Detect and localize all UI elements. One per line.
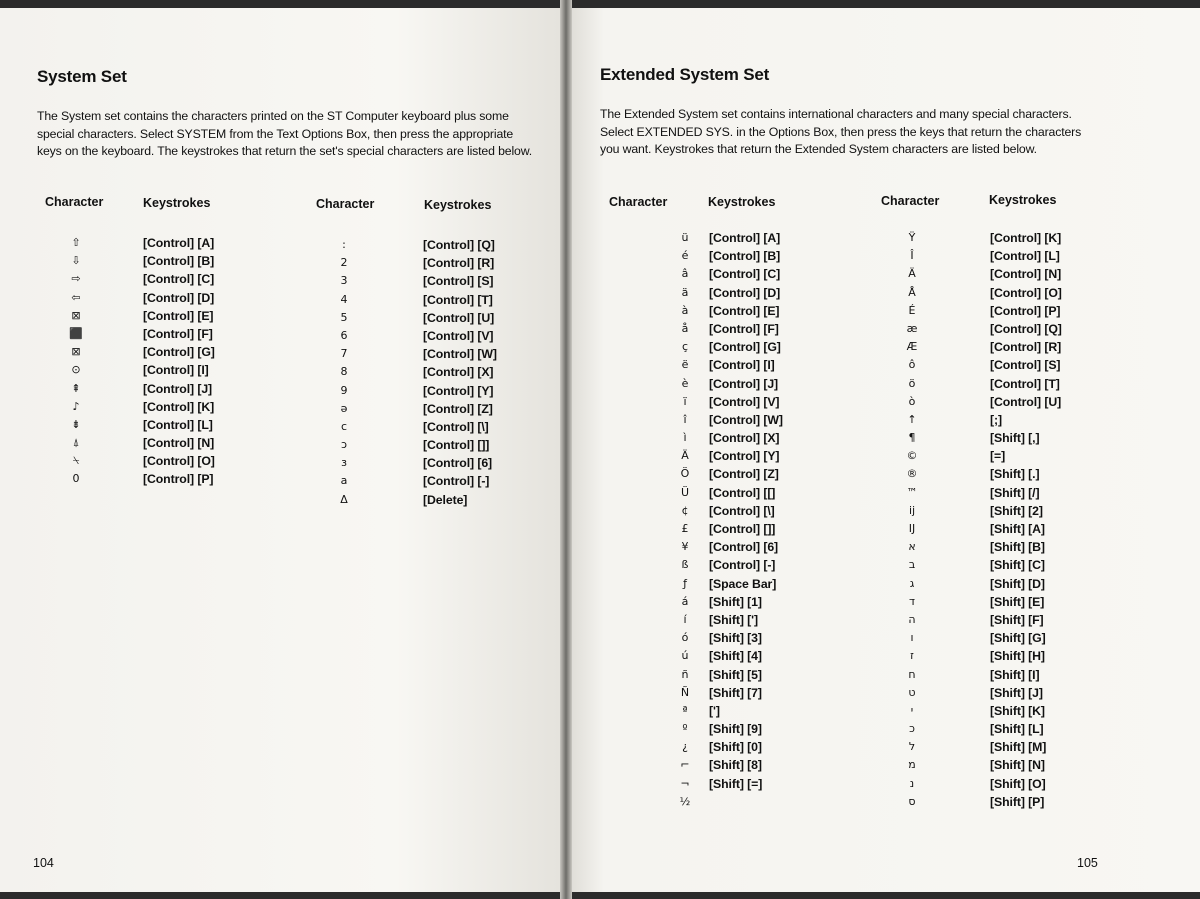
keystroke: [Control] [Z] [423,401,493,416]
character-glyph: ⇩ [71,254,81,268]
keystroke: [Control] [O] [143,454,215,469]
character-glyph: ⇨ [71,272,81,286]
keystroke: [Shift] [P] [990,794,1045,809]
right-col1-chars [673,229,697,811]
left-col1-keys [143,234,215,489]
keystroke: [Control] [S] [423,274,494,289]
keystroke: [Control] [Y] [709,449,780,464]
character-glyph: ח [908,667,916,681]
keystroke: [Control] [R] [423,256,495,271]
character-glyph: Æ [906,340,918,354]
character-glyph: ® [906,467,918,481]
keystroke: [Shift] [K] [990,703,1045,718]
left-col2-keys [423,236,497,509]
keystroke: [Control] [B] [143,254,215,269]
left-page-number: 104 [33,856,54,870]
right-page-intro: The Extended System set contains international characters and many special characters. Select EXTENDED SYS. in the Options Box, then press the keys that return the characters you want. Keystrokes that return the Extended System characters are listed below. [600,107,1082,157]
keystroke: [Control] [K] [143,399,215,414]
keystroke: [Shift] [J] [990,685,1043,700]
character-glyph: 2 [340,256,348,270]
right-page-title: Extended System Set [600,65,770,84]
keystroke: [Control] [D] [143,290,215,305]
character-glyph: ⊙ [71,363,81,377]
character-glyph: í [683,612,687,626]
right-col1-keys [709,229,783,793]
character-glyph: ™ [906,485,918,499]
keystroke: [Control] [I] [709,358,775,373]
keystroke: [Control] [Q] [423,238,495,252]
keystroke: [Control] [Q] [990,321,1062,336]
keystroke: [Control] [F] [143,326,213,341]
character-glyph: ⇧ [71,236,81,249]
keystroke: [Control] [G] [709,340,781,355]
keystroke: [Shift] [C] [990,558,1045,573]
character-glyph: ¬ [680,776,690,790]
character-glyph: £ [681,522,689,535]
character-glyph: ⍋ [72,436,80,450]
keystroke: [Control] [D] [709,285,781,300]
character-glyph: א [908,540,916,554]
keystroke: [Control] [T] [423,292,493,307]
character-glyph: © [906,449,918,463]
keystroke: [Shift] [4] [709,649,762,664]
character-glyph: á [681,594,689,608]
keystroke: [Control] [Y] [423,383,494,398]
character-glyph: à [681,303,689,317]
character-glyph: מ [908,758,916,772]
character-glyph: ü [681,231,689,244]
left-col1-key-header: Keystrokes [143,196,211,210]
keystroke: [Shift] [3] [709,631,762,646]
character-glyph: Ñ [680,685,690,699]
character-glyph: Ĳ [908,522,916,535]
character-glyph: ¿ [682,740,688,754]
right-col2-key-header: Keystrokes [989,193,1057,207]
right-col2-chars [900,229,924,811]
character-glyph: ⌐ [680,758,690,772]
keystroke: [Shift] [I] [990,667,1040,682]
keystroke: [Shift] [7] [709,685,762,700]
character-glyph: 7 [340,347,348,361]
keystroke: [Shift] [G] [990,631,1046,646]
keystroke: [Control] [P] [143,472,214,487]
keystroke: [Control] [W] [709,412,783,427]
character-glyph: Å [908,285,916,299]
keystroke: [Control] [\] [709,503,775,518]
character-glyph: ⇞ [71,381,81,395]
character-glyph: ט [908,685,916,699]
right-col1-key-header: Keystrokes [708,195,776,209]
keystroke: [Control] [G] [143,345,215,360]
keystroke: [Control] [[] [709,485,776,500]
keystroke: [Shift] [D] [990,576,1045,591]
keystroke: [Shift] [F] [990,612,1044,627]
left-col2-chars [332,236,356,509]
keystroke: [Control] [O] [990,285,1062,300]
keystroke: [Control] [X] [709,431,780,446]
keystroke: [Shift] [,] [990,431,1040,446]
character-glyph: ñ [681,667,689,681]
keystroke: [Shift] [=] [709,776,763,791]
keystroke: [Control] [X] [423,365,494,380]
keystroke: [Shift] [H] [990,649,1045,664]
right-col2-keys [990,229,1062,811]
keystroke: [Control] [C] [143,272,215,287]
keystroke: [Control] [W] [423,347,497,362]
keystroke: [Control] [\] [423,419,489,434]
keystroke: [Shift] [.] [990,467,1040,482]
right-page-number: 105 [1077,856,1098,870]
right-col1-char-header: Character [609,195,668,209]
character-glyph: â [681,267,689,281]
character-glyph: ú [681,649,689,663]
character-glyph: Ö [680,467,690,481]
character-glyph: c [340,419,348,433]
keystroke: [Control] [F] [709,321,779,336]
character-glyph: ז [910,649,914,663]
keystroke: [Delete] [423,492,468,507]
character-glyph: כ [909,722,915,736]
character-glyph: Ÿ [908,231,916,244]
character-glyph: 6 [340,328,348,342]
character-glyph: ɔ [340,438,348,452]
keystroke: [Control] [I] [143,363,209,378]
character-glyph: ה [908,612,916,626]
character-glyph: è [681,376,689,390]
keystroke: [Control] [R] [990,340,1062,355]
character-glyph: ö [908,376,916,390]
character-glyph: ¶ [908,431,916,445]
character-glyph: ó [681,631,689,645]
character-glyph: ĳ [908,503,916,517]
character-glyph: î [683,412,687,426]
keystroke: [Control] [P] [990,303,1061,318]
left-page-title: System Set [37,67,127,86]
character-glyph: Ä [681,449,689,463]
keystroke: [;] [990,412,1002,427]
character-glyph: ⍀ [72,454,80,468]
keystroke: [Control] [N] [990,267,1062,282]
keystroke: [Control] [T] [990,376,1060,391]
keystroke: [Shift] [M] [990,740,1047,755]
character-glyph: ⇟ [71,417,81,431]
keystroke: [Control] [V] [423,328,494,343]
character-glyph: 9 [340,383,348,397]
character-glyph: ↑ [907,412,917,426]
character-glyph: ⬛ [69,326,83,340]
keystroke: [Shift] [N] [990,758,1045,773]
character-glyph: ß [681,558,689,572]
character-glyph: é [681,249,689,263]
keystroke: [Shift] [O] [990,776,1046,791]
keystroke: [Control] [K] [990,231,1062,245]
character-glyph: Δ [340,492,348,506]
keystroke: [Control] [L] [990,249,1060,264]
character-glyph: ג [909,576,915,590]
character-glyph: å [681,321,689,335]
left-col1-chars [64,234,88,489]
character-glyph: ç [681,340,689,354]
keystroke: [Control] [E] [143,308,214,323]
character-glyph: ½ [679,794,691,808]
character-glyph: 5 [340,310,348,324]
character-glyph: a [340,474,348,488]
keystroke: [Control] [E] [709,303,780,318]
keystroke: [Shift] [5] [709,667,762,682]
keystroke: [Control] []] [423,438,490,453]
keystroke: [Shift] [L] [990,722,1044,737]
keystroke: [Control] [Z] [709,467,779,482]
character-glyph: 4 [340,292,348,306]
character-glyph: ɜ [341,456,347,470]
keystroke: [=] [990,449,1006,464]
character-glyph: º [682,722,688,736]
keystroke: [Control] [L] [143,417,213,432]
keystroke: [Control] [-] [709,558,776,573]
character-glyph: ב [908,558,916,572]
keystroke: [Control] [V] [709,394,780,409]
character-glyph: ¥ [681,540,689,554]
character-glyph: ד [908,594,915,608]
book-gutter [560,0,572,899]
keystroke: [Control] [S] [990,358,1061,373]
keystroke: [Shift] [0] [709,740,762,755]
keystroke: [Shift] [/] [990,485,1040,500]
left-col2-char-header: Character [316,197,375,211]
keystroke: [Shift] [9] [709,722,762,737]
keystroke: [Control] [J] [709,376,779,391]
character-glyph: ä [681,285,689,299]
character-glyph: ƒ [683,576,687,590]
character-glyph: י [910,703,914,717]
character-glyph: ⊠ [71,308,81,322]
keystroke: ['] [709,703,720,718]
character-glyph: ô [908,358,916,372]
keystroke: [Shift] [2] [990,503,1043,518]
keystroke: [Control] [J] [143,381,213,396]
character-glyph: ª [682,703,688,717]
keystroke: [Shift] [8] [709,758,762,773]
character-glyph: ⇦ [71,290,81,304]
character-glyph: 0 [72,472,80,486]
character-glyph: ס [908,794,916,808]
character-glyph: ì [683,431,687,445]
character-glyph: ë [681,358,689,372]
character-glyph: ï [683,394,687,408]
character-glyph: ⊠ [71,345,81,359]
character-glyph: ♪ [72,399,80,413]
character-glyph: ə [340,401,348,415]
keystroke: [Shift] [B] [990,540,1045,555]
keystroke: [Shift] [E] [990,594,1045,609]
keystroke: [Control] []] [709,522,776,536]
keystroke: [Shift] [A] [990,522,1045,536]
character-glyph: Î [910,249,914,263]
character-glyph: Ü [680,485,690,499]
right-col2-char-header: Character [881,194,940,208]
keystroke: [Control] [A] [709,231,781,245]
keystroke: [Shift] [1] [709,594,762,609]
keystroke: [Control] [U] [990,394,1062,409]
keystroke: [Control] [A] [143,236,215,250]
character-glyph: É [908,303,916,317]
character-glyph: ו [910,631,914,645]
keystroke: [Control] [6] [423,456,493,471]
character-glyph: 3 [340,274,348,288]
character-glyph: æ [906,321,918,335]
character-glyph: נ [909,776,915,790]
left-col2-key-header: Keystrokes [424,198,492,212]
left-col1-char-header: Character [45,195,104,209]
keystroke: [Control] [B] [709,249,781,264]
keystroke: [Control] [N] [143,436,215,451]
character-glyph: ל [908,740,916,754]
character-glyph: ò [908,394,916,408]
left-page-intro: The System set contains the characters printed on the ST Computer keyboard plus some special characters. Select SYSTEM from the Text Options Box, then press the appropriate keys on the keyboard. The keystrokes that return the set's special characters are listed below. [37,109,533,159]
character-glyph: : [342,238,346,251]
keystroke: [Control] [U] [423,310,495,325]
keystroke: [Control] [-] [423,474,490,489]
character-glyph: Ä [908,267,916,281]
character-glyph: ¢ [681,503,689,517]
character-glyph: 8 [340,365,348,379]
keystroke: [Control] [C] [709,267,781,282]
keystroke: [Control] [6] [709,540,779,555]
keystroke: [Space Bar] [709,576,777,591]
keystroke: [Shift] ['] [709,612,758,627]
